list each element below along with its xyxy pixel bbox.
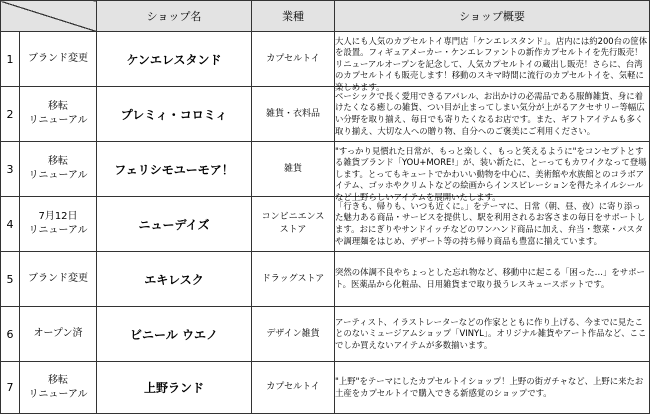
shop-name: 上野ランド — [97, 362, 252, 414]
shop-category — [252, 307, 335, 362]
table-row — [1, 87, 650, 142]
shop-description — [335, 252, 650, 307]
shop-description — [335, 307, 650, 362]
category-line: ドラッグストア — [261, 273, 325, 284]
status-line: リニューアル — [28, 170, 88, 181]
row-number: 3 — [1, 142, 20, 197]
row-status — [20, 142, 97, 197]
status-line: 移転 — [48, 101, 68, 112]
table-row — [1, 362, 650, 414]
shop-name: プレミィ・コロミィ — [97, 87, 252, 142]
row-status — [20, 87, 97, 142]
shop-category — [252, 362, 335, 414]
shop-name: エキレスク — [97, 252, 252, 307]
shop-name: ケンエレスタンド — [97, 32, 252, 87]
row-status — [20, 307, 97, 362]
shop-description — [335, 142, 650, 202]
status-line: 移転 — [48, 156, 68, 167]
description-text: 大人にも人気のカプセルトイ専門店「ケンエレスタンド」。店内には約200台の筐体を設置。フィギュアメーカー・ケンエレファントの新作カプセルトイを先行販売！リニューアルオープンを記念して、人気カプセルトイの蔵出し販売！さらに、台湾のカプセルトイも販売します！移動のスキマ時間に流行のカプセルトイを、気軽に楽しめます。 — [335, 35, 648, 92]
status-line: 7月12日 — [38, 211, 78, 222]
row-status — [20, 197, 97, 252]
category-line: コンビニエンス — [261, 212, 325, 222]
description-text: 「行きも、帰りも、いつも近くに。」をテーマに、日常（朝、昼、夜）に寄り添った魅力ある商品・サービスを提供し、駅を利用されるお客さまの毎日をサポートします。おにぎりやサンドイッチなどのワンハンド商品に加え、弁当・惣菜・パスタや調理麺をはじめ、デザート等の持ち帰り商品も豊富に揃えています。 — [335, 200, 645, 246]
category-line: 雑貨 — [283, 163, 302, 174]
shop-description — [335, 87, 650, 142]
shop-name: ビニール ウエノ — [97, 307, 252, 362]
shop-name: ニューデイズ — [97, 197, 252, 252]
shop-category — [252, 252, 335, 307]
shop-category — [252, 197, 335, 252]
shop-category — [252, 142, 335, 197]
row-number: 6 — [1, 307, 20, 362]
status-line: リニューアル — [28, 225, 88, 236]
description-text: ベーシックで長く愛用できるアパレル、お出かけの必需品である服飾雑貨、身に着けたくなる癒しの雑貨、つい目が止まってしまい気分が上がるアクセサリー等幅広い分野を取り揃え、毎日でも寄りたくなるお店です。また、ギフトアイテムも多く取り揃え、大切な人への贈り物、自分へのご褒美にご利用ください。 — [335, 90, 645, 136]
category-line: 雑貨・衣料品 — [265, 108, 320, 119]
header-shop-name: ショップ名 — [97, 1, 252, 32]
description-text: アーティスト、イラストレーターなどの作家とともに作り上げる、今までに見たことのないミュージアムショップ「VINYL」。オリジナル雑貨やアート作品など、ここでしか買えないアイテムが多数揃います。 — [335, 316, 647, 350]
header-category: 業種 — [252, 1, 335, 32]
row-number: 4 — [1, 197, 20, 252]
table-row — [1, 197, 650, 252]
category-line: デザイン雑貨 — [266, 328, 320, 339]
description-text: 突然の体調不良やちょっとした忘れ物など、移動中に起こる「困った…」をサポート。医薬品から化粧品、日用雑貨まで取り扱うレスキュースポットです。 — [335, 267, 645, 289]
category-line: カプセルトイ — [266, 53, 320, 64]
status-line: リニューアル — [28, 115, 88, 126]
shop-description — [335, 362, 650, 414]
table-header-row — [1, 1, 650, 32]
status-line: ブランド変更 — [28, 53, 88, 64]
row-status — [20, 32, 97, 87]
table-row — [1, 142, 650, 197]
description-text: "上野"をテーマにしたカプセルトイショップ！上野の街ガチャなど、上野に来たお土産をカプセルトイで購入できる新感覚のショップです。 — [335, 375, 644, 398]
shop-category — [252, 87, 335, 142]
category-line: ストア — [279, 225, 307, 235]
row-status — [20, 362, 97, 414]
row-number: 5 — [1, 252, 20, 307]
status-line: 移転 — [48, 374, 68, 386]
shop-category — [252, 32, 335, 87]
status-line: ブランド変更 — [28, 273, 88, 284]
shop-description — [335, 32, 650, 92]
table-row — [1, 32, 650, 87]
row-status — [20, 252, 97, 307]
description-text: "すっかり見慣れた日常が、もっと楽しく、もっと笑えるように"をコンセプトとする雑貨ブランド「YOU+MORE!」が、装い新たに、とーってもカワイクなって登場します。とってもキュートでかわいい動物を中心に、美術館や水族館とのコラボアイテム、ゴッホやクリムトなどの絵画からインスピレーションを得たネイルシールなど上野らしいアイテムを展開いたします。 — [335, 145, 647, 202]
header-corner-cell — [1, 1, 97, 32]
shop-description — [335, 197, 650, 252]
table-body — [1, 32, 650, 414]
header-overview: ショップ概要 — [335, 1, 650, 32]
table-row — [1, 252, 650, 307]
status-line: オープン済 — [33, 328, 83, 339]
shop-name: フェリシモユーモア！ — [97, 142, 252, 197]
row-number: 1 — [1, 32, 20, 87]
row-number: 2 — [1, 87, 20, 142]
table-row — [1, 307, 650, 362]
category-line: カプセルトイ — [266, 382, 320, 392]
status-line: リニューアル — [28, 388, 88, 400]
row-number: 7 — [1, 362, 20, 414]
